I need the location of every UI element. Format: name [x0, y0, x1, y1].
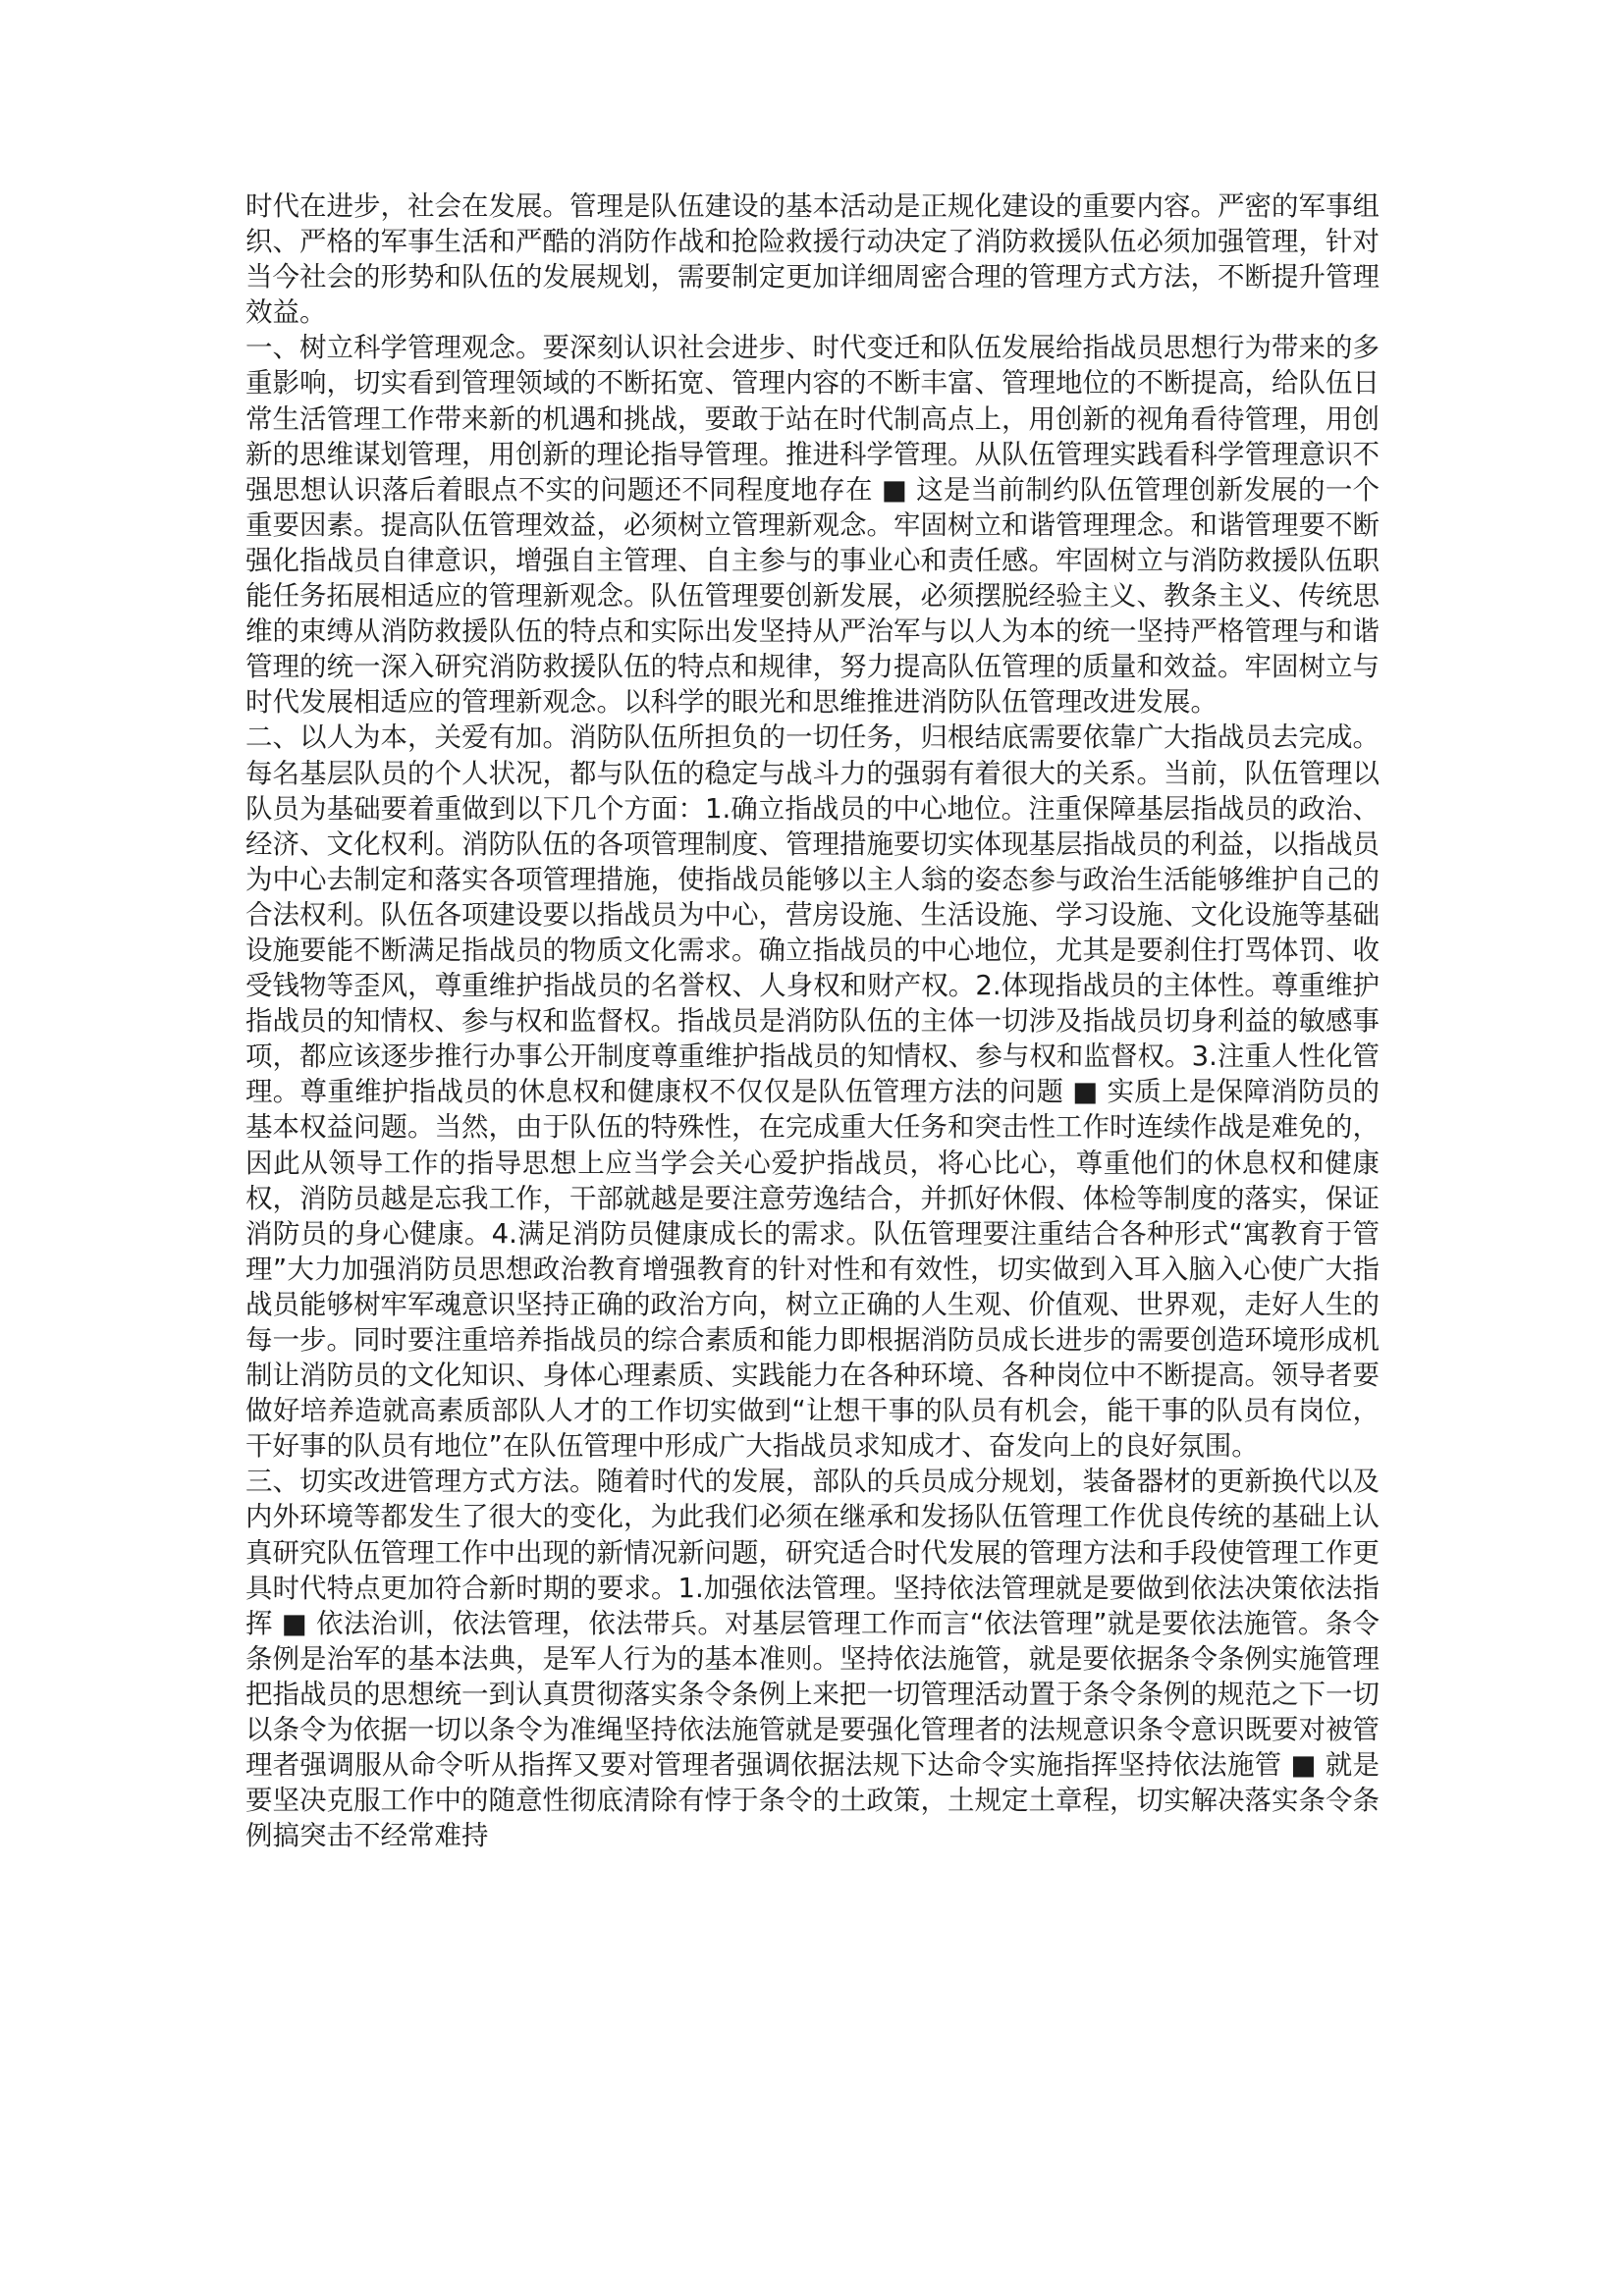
intro-paragraph: 时代在进步，社会在发展。管理是队伍建设的基本活动是正规化建设的重要内容。严密的军事组织、严格的军事生活和严酷的消防作战和抢险救援行动决定了消防救援队伍必须加强管理，针对当今社会的形势和队伍的发展规划，需要制定更加详细周密合理的管理方式方法，不断提升管理效益。 [245, 190, 1380, 329]
section-three-paragraph: 三、切实改进管理方式方法。随着时代的发展，部队的兵员成分规划，装备器材的更新换代以及内外环境等都发生了很大的变化，为此我们必须在继承和发扬队伍管理工作优良传统的基础上认真研究队伍管理工作中出现的新情况新问题，研究适合时代发展的管理方法和手段使管理工作更具时代特点更加符合新时期的要求。1.加强依法管理。坚持依法管理就是要做到依法决策依法指挥 ■ 依法治训，依法管理，依法带兵。对基层管理工作而言“依法管理”就是要依法施管。条令条例是治军的基本法典，是军人行为的基本准则。坚持依法施管，就是要依据条令条例实施管理把指战员的思想统一到认真贯彻落实条令条例上来把一切管理活动置于条令条例的规范之下一切以条令为依据一切以条令为准绳坚持依法施管就是要强化管理者的法规意识条令意识既要对被管理者强调服从命令听从指挥又要对管理者强调依据法规下达命令实施指挥坚持依法施管 ■ 就是要坚决克服工作中的随意性彻底清除有悖于条令的土政策，土规定土章程，切实解决落实条令条例搞突击不经常难持 [245, 1466, 1380, 1852]
section-one-paragraph: 一、树立科学管理观念。要深刻认识社会进步、时代变迁和队伍发展给指战员思想行为带来的多重影响，切实看到管理领域的不断拓宽、管理内容的不断丰富、管理地位的不断提高，给队伍日常生活管理工作带来新的机遇和挑战，要敢于站在时代制高点上，用创新的视角看待管理，用创新的思维谋划管理，用创新的理论指导管理。推进科学管理。从队伍管理实践看科学管理意识不强思想认识落后着眼点不实的问题还不同程度地存在 ■ 这是当前制约队伍管理创新发展的一个重要因素。提高队伍管理效益，必须树立管理新观念。牢固树立和谐管理理念。和谐管理要不断强化指战员自律意识，增强自主管理、自主参与的事业心和责任感。牢固树立与消防救援队伍职能任务拓展相适应的管理新观念。队伍管理要创新发展，必须摆脱经验主义、教条主义、传统思维的束缚从消防救援队伍的特点和实际出发坚持从严治军与以人为本的统一坚持严格管理与和谐管理的统一深入研究消防救援队伍的特点和规律，努力提高队伍管理的质量和效益。牢固树立与时代发展相适应的管理新观念。以科学的眼光和思维推进消防队伍管理改进发展。 [245, 332, 1380, 719]
section-two-paragraph: 二、以人为本，关爱有加。消防队伍所担负的一切任务，归根结底需要依靠广大指战员去完成。每名基层队员的个人状况，都与队伍的稳定与战斗力的强弱有着很大的关系。当前，队伍管理以队员为基础要着重做到以下几个方面：1.确立指战员的中心地位。注重保障基层指战员的政治、经济、文化权利。消防队伍的各项管理制度、管理措施要切实体现基层指战员的利益，以指战员为中心去制定和落实各项管理措施，使指战员能够以主人翁的姿态参与政治生活能够维护自己的合法权利。队伍各项建设要以指战员为中心，营房设施、生活设施、学习设施、文化设施等基础设施要能不断满足指战员的物质文化需求。确立指战员的中心地位，尤其是要刹住打骂体罚、收受钱物等歪风，尊重维护指战员的名誉权、人身权和财产权。2.体现指战员的主体性。尊重维护指战员的知情权、参与权和监督权。指战员是消防队伍的主体一切涉及指战员切身利益的敏感事项，都应该逐步推行办事公开制度尊重维护指战员的知情权、参与权和监督权。3.注重人性化管理。尊重维护指战员的休息权和健康权不仅仅是队伍管理方法的问题 ■ 实质上是保障消防员的基本权益问题。当然，由于队伍的特殊性，在完成重大任务和突击性工作时连续作战是难免的，因此从领导工作的指导思想上应当学会关心爱护指战员，将心比心，尊重他们的休息权和健康权，消防员越是忘我工作，干部就越是要注意劳逸结合，并抓好休假、体检等制度的落实，保证消防员的身心健康。4.满足消防员健康成长的需求。队伍管理要注重结合各种形式“寓教育于管理”大力加强消防员思想政治教育增强教育的针对性和有效性，切实做到入耳入脑入心使广大指战员能够树牢军魂意识坚持正确的政治方向，树立正确的人生观、价值观、世界观，走好人生的每一步。同时要注重培养指战员的综合素质和能力即根据消防员成长进步的需要创造环境形成机制让消防员的文化知识、身体心理素质、实践能力在各种环境、各种岗位中不断提高。领导者要做好培养造就高素质部队人才的工作切实做到“让想干事的队员有机会，能干事的队员有岗位，干好事的队员有地位”在队伍管理中形成广大指战员求知成才、奋发向上的良好氛围。 [245, 721, 1380, 1463]
document-body [245, 188, 1380, 1853]
